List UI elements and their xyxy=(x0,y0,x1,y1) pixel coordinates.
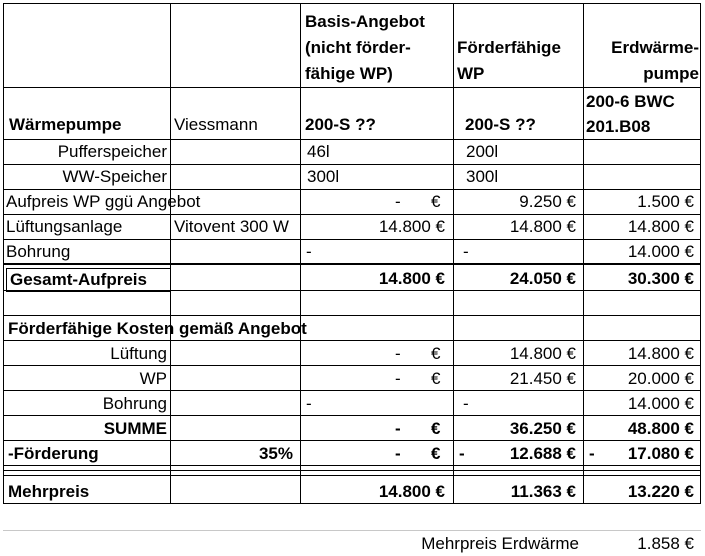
basis-k-lueftung-currency: € xyxy=(431,344,441,363)
label-lueftungsanlage[interactable]: Lüftungsanlage xyxy=(6,217,123,236)
header-erd-line-1: Erdwärme- xyxy=(611,38,699,57)
erd-k-lueftung[interactable]: 14.800 € xyxy=(627,344,694,363)
header-basis-angebot[interactable] xyxy=(305,9,453,89)
basis-summe-dash[interactable]: - xyxy=(395,419,401,438)
basis-aufpreis-dash[interactable]: - xyxy=(395,192,401,211)
basis-k-wp-dash[interactable]: - xyxy=(395,369,401,388)
basis-k-wp-currency: € xyxy=(431,369,441,388)
erd-summe[interactable]: 48.800 € xyxy=(627,419,694,438)
erd-bohrung[interactable]: 14.000 € xyxy=(627,242,694,261)
foerder-summe[interactable]: 36.250 € xyxy=(509,419,576,438)
label-waermepumpe[interactable]: Wärmepumpe xyxy=(9,115,122,134)
spreadsheet xyxy=(3,3,703,556)
foerder-pufferspeicher[interactable]: 200l xyxy=(466,142,499,161)
brand-viessmann[interactable]: Viessmann xyxy=(174,115,258,134)
erd-model[interactable] xyxy=(586,89,700,139)
foerder-foerderung-sign: - xyxy=(459,444,465,463)
foerderung-percent[interactable]: 35% xyxy=(258,444,293,463)
foerder-lueftungsanlage[interactable]: 14.800 € xyxy=(509,217,576,236)
erd-foerderung-sign: - xyxy=(589,444,595,463)
header-erdwaermepumpe[interactable] xyxy=(584,35,699,87)
grid-line-h xyxy=(3,214,701,215)
basis-lueftungsanlage[interactable]: 14.800 € xyxy=(378,217,445,236)
grid-line-h xyxy=(3,3,701,4)
label-summe[interactable]: SUMME xyxy=(103,419,167,438)
grid-line-h xyxy=(3,189,701,190)
basis-summe-currency: € xyxy=(431,419,441,438)
grid-line-v xyxy=(700,3,701,503)
label-mehrpreis[interactable]: Mehrpreis xyxy=(8,482,90,501)
basis-ww-speicher[interactable]: 300l xyxy=(307,167,340,186)
foerder-mehrpreis[interactable]: 11.363 € xyxy=(510,482,576,501)
value-mehrpreis-erdwaerme[interactable]: 1.858 € xyxy=(637,534,694,553)
basis-pufferspeicher[interactable]: 46l xyxy=(307,142,330,161)
grid-line-h xyxy=(3,440,701,441)
grid-line-v xyxy=(170,3,171,503)
basis-gesamt-aufpreis[interactable]: 14.800 € xyxy=(378,269,445,288)
foerder-k-bohrung[interactable]: - xyxy=(463,394,469,413)
grid-line-h xyxy=(3,365,701,366)
erd-mehrpreis[interactable]: 13.220 € xyxy=(627,482,694,501)
header-basis-line-2: (nicht förder- xyxy=(305,38,411,57)
basis-aufpreis-currency: € xyxy=(431,192,441,211)
foerder-k-lueftung[interactable]: 14.800 € xyxy=(509,344,576,363)
erd-k-bohrung[interactable]: 14.000 € xyxy=(627,394,694,413)
header-foerder-line-1: Förderfähige xyxy=(457,38,561,57)
grid-line-h xyxy=(3,503,701,504)
label-bohrung[interactable]: Bohrung xyxy=(6,242,71,261)
basis-k-bohrung[interactable]: - xyxy=(306,394,312,413)
foerder-gesamt-aufpreis[interactable]: 24.050 € xyxy=(509,269,576,288)
foerder-foerderung[interactable]: 12.688 € xyxy=(509,444,576,463)
erd-foerderung[interactable]: 17.080 € xyxy=(627,444,694,463)
grid-line-h xyxy=(3,315,701,316)
grid-line-h xyxy=(3,239,701,240)
grid-line-h xyxy=(3,139,701,140)
basis-foerderung-currency: € xyxy=(431,444,441,463)
foerder-ww-speicher[interactable]: 300l xyxy=(466,167,499,186)
foerder-aufpreis[interactable]: 9.250 € xyxy=(519,192,576,211)
basis-mehrpreis[interactable]: 14.800 € xyxy=(378,482,445,501)
basis-k-lueftung-dash[interactable]: - xyxy=(395,344,401,363)
erd-k-wp[interactable]: 20.000 € xyxy=(627,369,694,388)
grid-line-h xyxy=(3,465,701,466)
grid-line-h xyxy=(3,415,701,416)
basis-bohrung[interactable]: - xyxy=(306,242,312,261)
erd-model-line-2: 201.B08 xyxy=(586,117,651,136)
grid-line-h xyxy=(3,470,701,471)
erd-gesamt-aufpreis[interactable]: 30.300 € xyxy=(627,269,694,288)
erd-model-line-1: 200-6 BWC xyxy=(586,92,675,111)
grid-line-h xyxy=(3,340,701,341)
label-pufferspeicher[interactable]: Pufferspeicher xyxy=(57,142,167,161)
grid-line-h xyxy=(3,263,701,265)
grid-line-h xyxy=(3,164,701,165)
label-foerderung[interactable]: -Förderung xyxy=(8,444,99,463)
foerder-k-wp[interactable]: 21.450 € xyxy=(509,369,576,388)
header-basis-line-1: Basis-Angebot xyxy=(305,12,425,31)
label-k-lueftung[interactable]: Lüftung xyxy=(110,344,167,363)
basis-waermepumpe[interactable]: 200-S ?? xyxy=(305,115,376,134)
section-foerderfaehige-kosten[interactable]: Förderfähige Kosten gemäß Angebot xyxy=(8,319,307,338)
label-mehrpreis-erdwaerme[interactable]: Mehrpreis Erdwärme xyxy=(421,534,579,553)
label-k-wp[interactable]: WP xyxy=(139,369,167,388)
header-basis-line-3: fähige WP) xyxy=(305,64,393,83)
header-foerder-line-2: WP xyxy=(457,64,485,83)
header-foerderfaehige-wp[interactable] xyxy=(457,35,583,87)
foerder-bohrung[interactable]: - xyxy=(463,242,469,261)
grid-line-h xyxy=(3,475,701,476)
basis-foerderung-dash[interactable]: - xyxy=(395,444,401,463)
label-ww-speicher[interactable]: WW-Speicher xyxy=(62,167,167,186)
label-aufpreis[interactable]: Aufpreis WP ggü Angebot xyxy=(6,192,201,211)
grid-line-h xyxy=(3,390,701,391)
label-gesamt-aufpreis[interactable]: Gesamt-Aufpreis xyxy=(6,268,171,292)
grid-line-h-faint xyxy=(3,530,701,531)
grid-line-v xyxy=(300,3,301,503)
erd-aufpreis[interactable]: 1.500 € xyxy=(637,192,694,211)
erd-lueftungsanlage[interactable]: 14.800 € xyxy=(627,217,694,236)
label-k-bohrung[interactable]: Bohrung xyxy=(102,394,167,413)
foerder-waermepumpe[interactable]: 200-S ?? xyxy=(465,115,536,134)
header-erd-line-2: pumpe xyxy=(643,64,699,83)
brand-vitovent[interactable]: Vitovent 300 W xyxy=(174,217,289,236)
